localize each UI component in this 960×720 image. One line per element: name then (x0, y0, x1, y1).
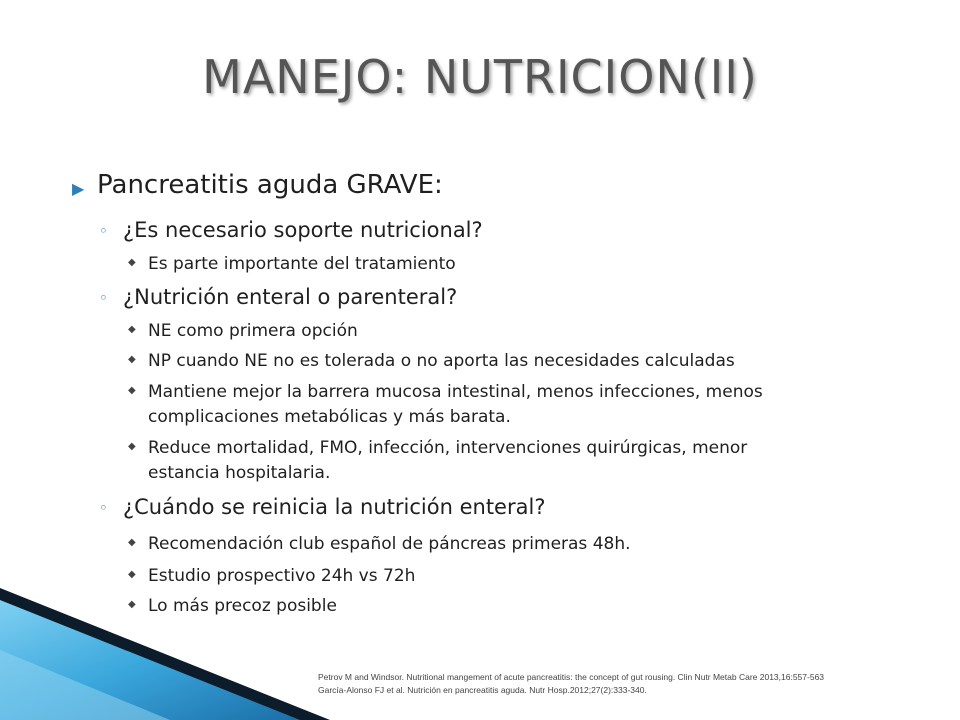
list-item: NP cuando NE no es tolerada o no aporta las necesidades calculadas (148, 351, 735, 371)
list-item: Reduce mortalidad, FMO, infección, intervenciones quirúrgicas, menor (148, 438, 748, 458)
diamond-dot-icon: ◆ (128, 324, 136, 335)
diamond-dot-icon: ◆ (128, 257, 136, 268)
diamond-dot-icon: ◆ (128, 441, 136, 452)
list-item-continuation: complicaciones metabólicas y más barata. (148, 407, 511, 427)
diamond-dot-icon: ◆ (128, 599, 136, 610)
ring-bullet-icon: ◦ (99, 499, 108, 517)
slide-title: MANEJO: NUTRICION(II) (202, 50, 758, 104)
triangle-right-icon: ▶ (72, 179, 85, 198)
references (318, 671, 948, 697)
ring-bullet-icon: ◦ (99, 222, 108, 240)
list-item: Estudio prospectivo 24h vs 72h (148, 566, 416, 586)
list-item: NE como primera opción (148, 321, 358, 341)
ring-bullet-icon: ◦ (99, 289, 108, 307)
list-item: Mantiene mejor la barrera mucosa intestinal, menos infecciones, menos (148, 382, 763, 402)
reference-item: García-Alonso FJ et al. Nutrición en pancreatitis aguda. Nutr Hosp.2012;27(2):333-340. (318, 685, 647, 695)
diamond-dot-icon: ◆ (128, 385, 136, 396)
list-item: Recomendación club español de páncreas primeras 48h. (148, 534, 631, 554)
list-item-continuation: estancia hospitalaria. (148, 463, 331, 483)
diamond-dot-icon: ◆ (128, 537, 136, 548)
reference-item: Petrov M and Windsor. Nutritional mangement of acute pancreatitis: the concept of gut rousing. Clin Nutr Metab Care 2013,16:557-563 (318, 672, 825, 682)
diamond-dot-icon: ◆ (128, 354, 136, 365)
question-3: ¿Cuándo se reinicia la nutrición enteral? (123, 495, 546, 519)
question-2: ¿Nutrición enteral o parenteral? (123, 285, 458, 309)
list-item: Es parte importante del tratamiento (148, 254, 456, 274)
question-1: ¿Es necesario soporte nutricional? (123, 218, 483, 242)
section-heading: Pancreatitis aguda GRAVE: (97, 170, 443, 200)
diamond-dot-icon: ◆ (128, 569, 136, 580)
list-item: Lo más precoz posible (148, 596, 337, 616)
